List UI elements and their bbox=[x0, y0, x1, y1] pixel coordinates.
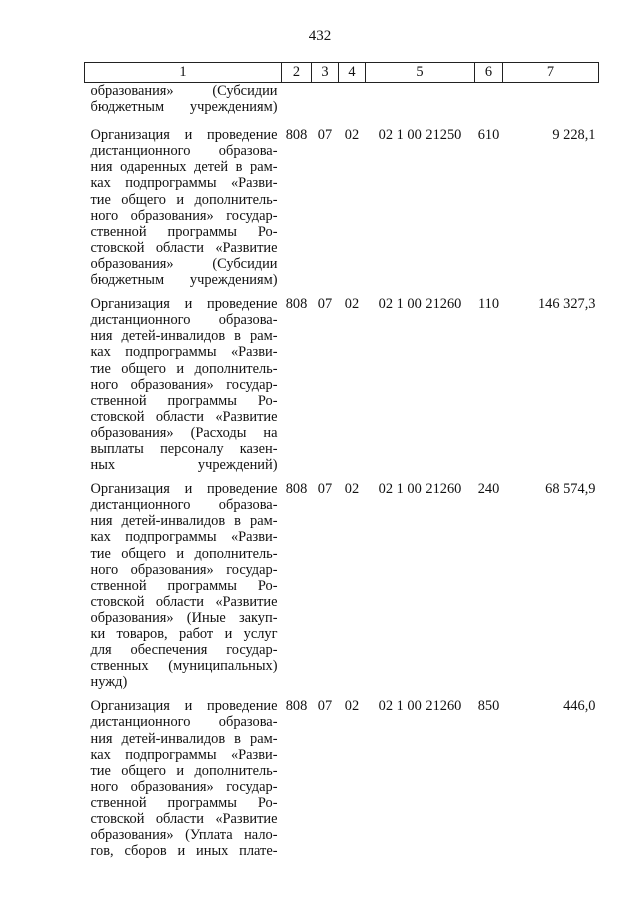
expense-type-code: 610 bbox=[477, 127, 500, 144]
row-description bbox=[85, 296, 282, 481]
description-line: тие общего и дополнитель- bbox=[90, 545, 278, 562]
ministry-code: 808 bbox=[285, 698, 308, 715]
continuation-description bbox=[85, 83, 282, 128]
amount: 146 327,3 bbox=[537, 296, 596, 313]
description-line: образования» (Субсидии bbox=[90, 255, 278, 272]
expense-type-code: 110 bbox=[477, 296, 500, 313]
description-line: дистанционного образова- bbox=[90, 143, 278, 160]
target-article-code: 02 1 00 21260 bbox=[378, 296, 462, 313]
description-line: дистанционного образова- bbox=[90, 714, 278, 731]
subsection-code: 02 bbox=[344, 127, 360, 144]
description-line: стовской области «Развитие bbox=[90, 239, 278, 256]
description-line: стовской области «Развитие bbox=[90, 811, 278, 828]
description-line: ственной программы Ро- bbox=[90, 794, 278, 811]
description-line: стовской области «Развитие bbox=[90, 593, 278, 610]
description-line: бюджетным учреждениям) bbox=[90, 272, 278, 289]
header-row bbox=[85, 63, 599, 83]
description-line: Организация и проведение bbox=[90, 698, 278, 715]
header-col-1: 1 bbox=[85, 63, 282, 83]
description-line: ки товаров, работ и услуг bbox=[90, 626, 278, 642]
continuation-line: образования» (Субсидии bbox=[90, 83, 278, 99]
row-description bbox=[85, 481, 282, 698]
table-row bbox=[85, 698, 599, 867]
table-row bbox=[85, 127, 599, 296]
description-line: ках подпрограммы «Разви- bbox=[90, 175, 278, 192]
table-row bbox=[85, 296, 599, 481]
description-line: образования» (Уплата нало- bbox=[90, 827, 278, 844]
description-line: ственной программы Ро- bbox=[90, 577, 278, 594]
section-code: 07 bbox=[317, 296, 333, 313]
amount: 446,0 bbox=[563, 698, 596, 715]
page-number: 432 bbox=[308, 28, 332, 44]
description-line: ного образования» государ- bbox=[90, 376, 278, 393]
description-line: образования» (Расходы на bbox=[90, 424, 278, 441]
budget-table bbox=[84, 62, 599, 867]
description-line: ках подпрограммы «Разви- bbox=[90, 746, 278, 763]
description-line: Организация и проведение bbox=[90, 481, 278, 498]
description-line: тие общего и дополнитель- bbox=[90, 762, 278, 779]
section-code: 07 bbox=[317, 127, 333, 144]
continuation-row bbox=[85, 83, 599, 128]
description-line: тие общего и дополнитель- bbox=[90, 360, 278, 377]
description-line: образования» (Иные закуп- bbox=[90, 609, 278, 626]
description-line: гов, сборов и иных плате- bbox=[90, 843, 278, 860]
row-description bbox=[85, 698, 282, 867]
expense-type-code: 850 bbox=[477, 698, 500, 715]
description-line: ных учреждений) bbox=[90, 457, 278, 474]
description-line: нужд) bbox=[90, 674, 128, 691]
target-article-code: 02 1 00 21260 bbox=[378, 481, 462, 498]
expense-type-code: 240 bbox=[477, 481, 500, 498]
description-line: ния детей-инвалидов в рам- bbox=[90, 328, 278, 345]
row-description bbox=[85, 127, 282, 296]
description-line: дистанционного образова- bbox=[90, 312, 278, 329]
description-line: дистанционного образова- bbox=[90, 497, 278, 514]
description-line: ного образования» государ- bbox=[90, 778, 278, 795]
target-article-code: 02 1 00 21260 bbox=[378, 698, 462, 715]
header-col-3: 3 bbox=[312, 63, 339, 83]
amount: 9 228,1 bbox=[552, 127, 596, 144]
ministry-code: 808 bbox=[285, 481, 308, 498]
subsection-code: 02 bbox=[344, 481, 360, 498]
description-line: Организация и проведение bbox=[90, 296, 278, 313]
header-col-2: 2 bbox=[282, 63, 312, 83]
target-article-code: 02 1 00 21250 bbox=[378, 127, 462, 144]
ministry-code: 808 bbox=[285, 127, 308, 144]
subsection-code: 02 bbox=[344, 296, 360, 313]
header-col-7: 7 bbox=[503, 63, 599, 83]
section-code: 07 bbox=[317, 698, 333, 715]
description-line: ках подпрограммы «Разви- bbox=[90, 529, 278, 546]
continuation-line: бюджетным учреждениям) bbox=[90, 99, 278, 116]
ministry-code: 808 bbox=[285, 296, 308, 313]
section-code: 07 bbox=[317, 481, 333, 498]
description-line: ного образования» государ- bbox=[90, 561, 278, 578]
description-line: для обеспечения государ- bbox=[90, 642, 278, 659]
description-line: ственных (муниципальных) bbox=[90, 658, 278, 675]
header-col-6: 6 bbox=[475, 63, 503, 83]
description-line: ственной программы Ро- bbox=[90, 392, 278, 409]
header-col-5: 5 bbox=[366, 63, 475, 83]
table-row bbox=[85, 481, 599, 698]
description-line: ного образования» государ- bbox=[90, 207, 278, 224]
description-line: ния детей-инвалидов в рам- bbox=[90, 513, 278, 530]
description-line: ния детей-инвалидов в рам- bbox=[90, 730, 278, 747]
description-line: Организация и проведение bbox=[90, 127, 278, 144]
description-line: тие общего и дополнитель- bbox=[90, 191, 278, 208]
description-line: ственной программы Ро- bbox=[90, 223, 278, 240]
description-line: выплаты персоналу казен- bbox=[90, 440, 278, 457]
header-col-4: 4 bbox=[339, 63, 366, 83]
amount: 68 574,9 bbox=[545, 481, 596, 498]
subsection-code: 02 bbox=[344, 698, 360, 715]
description-line: ния одаренных детей в рам- bbox=[90, 159, 278, 176]
description-line: ках подпрограммы «Разви- bbox=[90, 344, 278, 361]
description-line: стовской области «Развитие bbox=[90, 408, 278, 425]
